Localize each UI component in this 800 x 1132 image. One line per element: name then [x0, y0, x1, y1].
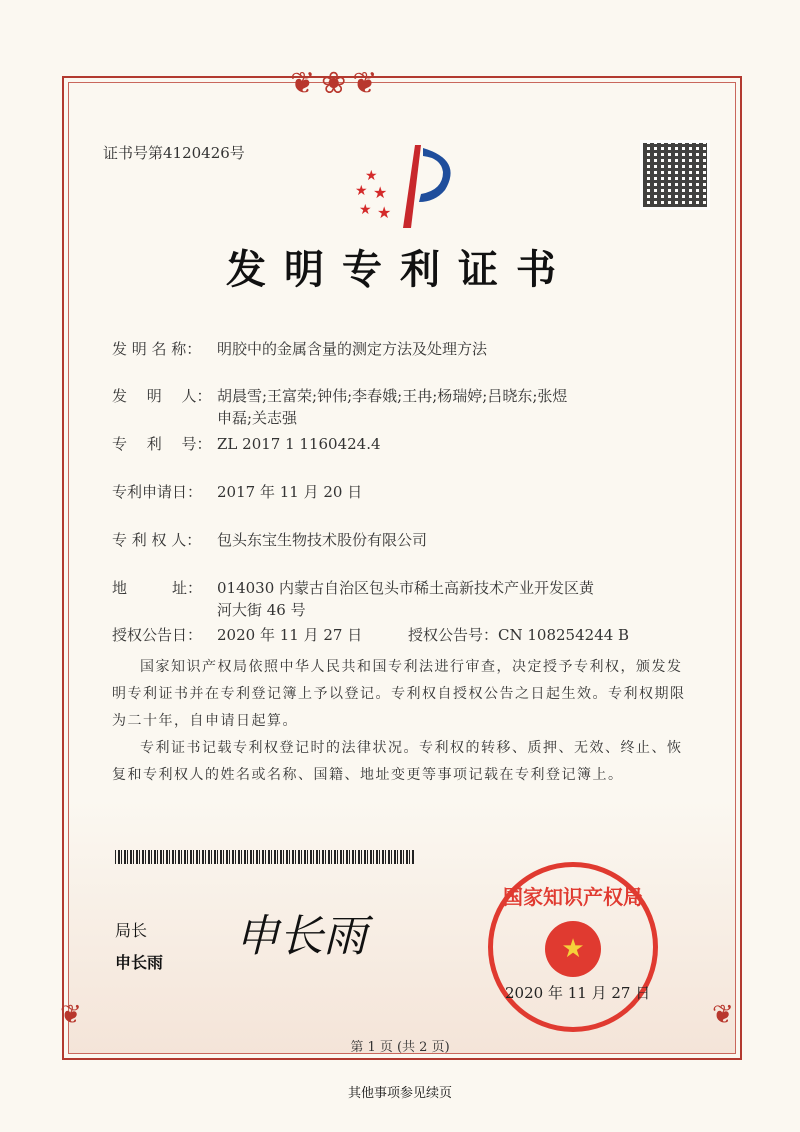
page-title: 发明专利证书: [226, 246, 574, 293]
application-date-label: 专利申请日：: [112, 483, 203, 501]
patentee-row: [112, 529, 428, 551]
top-ornament: ❦❀❦: [290, 66, 384, 101]
inventors-row: [112, 385, 568, 427]
grant-date-label: 授权公告日：: [112, 626, 203, 644]
signature: 申长雨: [235, 911, 367, 962]
page-info: 第 1 页 (共 2 页): [350, 1040, 450, 1055]
national-emblem-icon: ★: [545, 921, 601, 977]
continuation-note: 其他事项参见续页: [347, 1086, 452, 1101]
official-seal: [488, 862, 658, 1032]
seal-date: 2020 年 11 月 27 日: [505, 984, 651, 1002]
svg-text:★: ★: [355, 183, 368, 199]
patent-number-row: [112, 433, 381, 455]
patentee-label: 专 利 权 人：: [112, 531, 202, 549]
address-line-1: 014030 内蒙古自治区包头市稀土高新技术产业开发区黄: [217, 579, 595, 597]
cnipa-logo: [345, 140, 465, 230]
patentee: 包头东宝生物技术股份有限公司: [217, 531, 428, 549]
signatory-title: 局长: [115, 921, 148, 940]
inventors-line-2: 申磊;关志强: [217, 409, 298, 427]
certificate-number: 证书号第4120426号: [103, 144, 245, 162]
svg-text:★: ★: [377, 203, 392, 222]
grant-date-row: [112, 624, 363, 646]
patent-number: ZL 2017 1 1160424.4: [217, 435, 381, 453]
inventors-line-1: 胡晨雪;王富荣;钟伟;李春娥;王冉;杨瑞婷;吕晓东;张煜: [217, 387, 568, 405]
grant-number-row: [408, 624, 629, 646]
svg-text:★: ★: [373, 183, 388, 202]
invention-name: 明胶中的金属含量的测定方法及处理方法: [217, 340, 488, 358]
address-label: 地 址：: [112, 579, 203, 597]
address-row: [112, 577, 595, 619]
signatory-name: 申长雨: [115, 953, 164, 972]
corner-ornament-bottom-left: ❦: [60, 1000, 82, 1030]
grant-number: CN 108254244 B: [498, 626, 630, 644]
invention-name-label: 发 明 名 称：: [112, 340, 202, 358]
patent-number-label: 专 利 号：: [112, 435, 212, 453]
svg-text:★: ★: [365, 168, 378, 184]
barcode: [115, 850, 415, 864]
application-date: 2017 年 11 月 20 日: [217, 483, 363, 501]
application-date-row: [112, 481, 363, 503]
qr-code: [640, 140, 710, 210]
paragraph-1: 国家知识产权局依照中华人民共和国专利法进行审查，决定授予专利权，颁发发明专利证书并在专利登记簿上予以登记。专利权自授权公告之日起生效。专利权期限为二十年，自申请日起算。: [112, 659, 686, 729]
address-line-2: 河大街 46 号: [217, 601, 306, 619]
body-text: [112, 654, 687, 789]
paragraph-2: 专利证书记载专利权登记时的法律状况。专利权的转移、质押、无效、终止、恢复和专利权人的姓名或名称、国籍、地址变更等事项记载在专利登记簿上。: [112, 740, 683, 783]
svg-text:★: ★: [359, 202, 372, 218]
grant-date: 2020 年 11 月 27 日: [217, 626, 363, 644]
corner-ornament-bottom-right: ❦: [712, 1000, 734, 1030]
grant-number-label: 授权公告号：: [408, 626, 499, 644]
seal-text: 国家知识产权局: [503, 885, 643, 909]
inventors-label: 发 明 人：: [112, 387, 212, 405]
invention-name-row: [112, 338, 488, 360]
